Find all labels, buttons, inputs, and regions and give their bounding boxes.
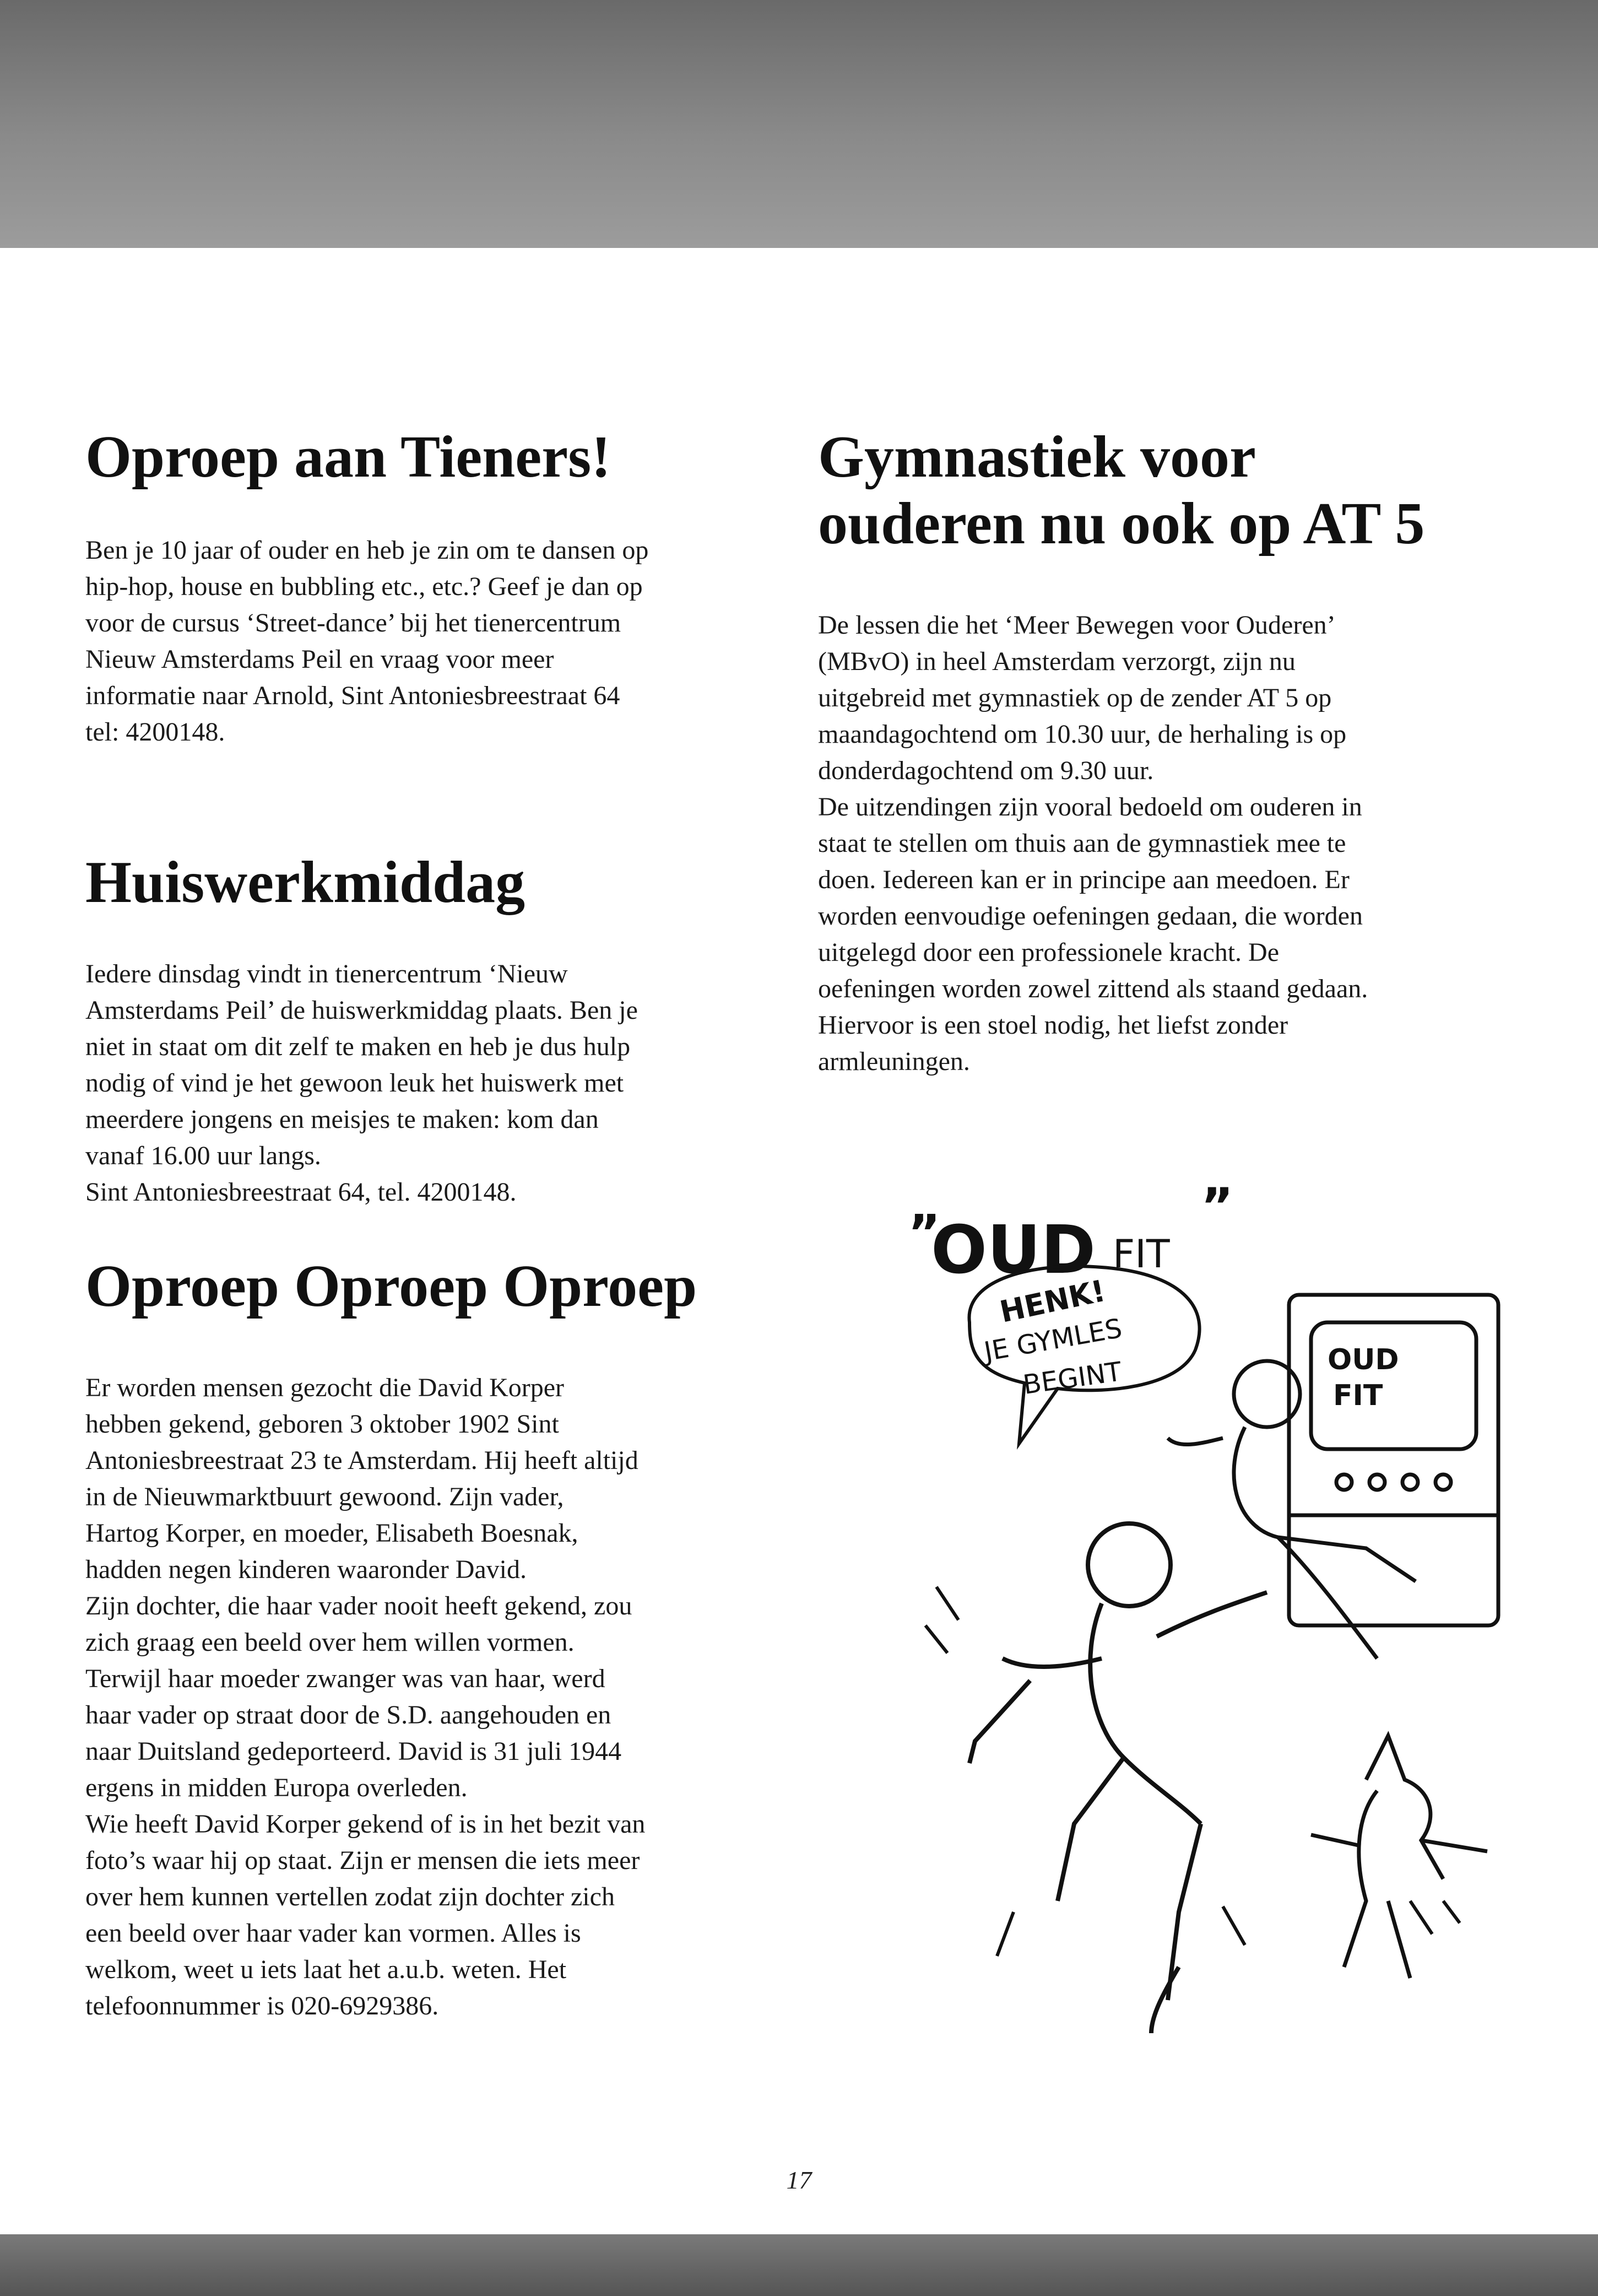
cartoon-oud-fit-illustration xyxy=(892,1185,1520,2039)
speech-line-1: HENK! xyxy=(996,1273,1109,1330)
old-man-figure-drawing xyxy=(969,1524,1267,2033)
heading-gymnastiek-voor-ouderen: Gymnastiek voor ouderen nu ook op AT 5 xyxy=(818,424,1425,557)
bottom-footer-band xyxy=(0,2234,1598,2296)
cartoon-title-close-quote: ” xyxy=(1201,1185,1234,1235)
top-header-band xyxy=(0,0,1598,248)
paragraph-gymnastiek-voor-ouderen: De lessen die het ‘Meer Bewegen voor Ouderen’ (MBvO) in heel Amsterdam verzorgt, zijn nu uitgebreid met gymnastiek op de zender AT 5 op maandagochtend om 10.30 uur, de herhaling is op donderdagochtend om 9.30 uur. De uitzendingen zijn vooral bedoeld om ouderen in staat te stellen om thuis aan de gymnastiek mee te doen. Iedereen kan er in principe aan meedoen. Er worden eenvoudige oefeningen gedaan, die worden uitgelegd door een professionele kracht. De oefeningen worden zowel zittend als staand gedaan. Hiervoor is een stoel nodig, het liefst zonder armleuningen. xyxy=(818,610,1368,1076)
tv-label-fit: FIT xyxy=(1333,1379,1383,1412)
paragraph-huiswerkmiddag: Iedere dinsdag vindt in tienercentrum ‘Nieuw Amsterdams Peil’ de huiswerkmiddag plaats. Ben je niet in staat om dit zelf te maken en heb je dus hulp nodig of vind je het gewoon leuk het huiswerk met meerdere jongens en meisjes te maken: kom dan vanaf 16.00 uur langs. Sint Antoniesbreestraat 64, tel. 4200148. xyxy=(85,959,638,1207)
page-number: 17 xyxy=(786,2166,812,2194)
heading-oproep-aan-tieners: Oproep aan Tieners! xyxy=(85,424,611,490)
tv-label-oud: OUD xyxy=(1328,1343,1399,1376)
right-column xyxy=(818,424,1523,1080)
cartoon-title-oud: OUD xyxy=(931,1212,1096,1289)
cartoon-title-fit: FIT xyxy=(1113,1231,1170,1277)
heading-huiswerkmiddag: Huiswerkmiddag xyxy=(85,849,526,915)
speech-line-2: JE GYMLES xyxy=(982,1312,1125,1368)
dog-figure-drawing xyxy=(1311,1736,1487,1978)
paragraph-oproep-aan-tieners: Ben je 10 jaar of ouder en heb je zin om te dansen op hip-hop, house en bubbling etc., etc.? Geef je dan op voor de cursus ‘Street-dance’ bij het tienercentrum Nieuw Amsterdams Peil en vraag voor meer informatie naar Arnold, Sint Antoniesbreestraat 64 tel: 4200148. xyxy=(85,535,649,747)
paragraph-oproep-david-korper: Er worden mensen gezocht die David Korper hebben gekend, geboren 3 oktober 1902 Sint Antoniesbreestraat 23 te Amsterdam. Hij heeft altijd in de Nieuwmarktbuurt gewoond. Zijn vader, Hartog Korper, en moeder, Elisabeth Boesnak, hadden negen kinderen waaronder David. Zijn dochter, die haar vader nooit heeft gekend, zou zich graag een beeld over hem willen vormen. Terwijl haar moeder zwanger was van haar, werd haar vader op straat door de S.D. aangehouden en naar Duitsland gedeporteerd. David is 31 juli 1944 ergens in midden Europa overleden. Wie heeft David Korper gekend of is in het bezit van foto’s waar hij op staat. Zijn er mensen die iets meer over hem kunnen vertellen zodat zijn dochter zich een beeld over haar vader kan vormen. Alles is welkom, weet u iets laat het a.u.b. weten. Het telefoonnummer is 020-6929386. xyxy=(85,1373,646,2021)
speech-line-3: BEGINT xyxy=(1021,1356,1124,1401)
cartoon-title-open-quote: „ xyxy=(909,1185,942,1235)
motion-lines xyxy=(925,1587,1460,1956)
heading-oproep-oproep-oproep: Oproep Oproep Oproep xyxy=(85,1253,697,1319)
left-column xyxy=(85,424,763,2024)
